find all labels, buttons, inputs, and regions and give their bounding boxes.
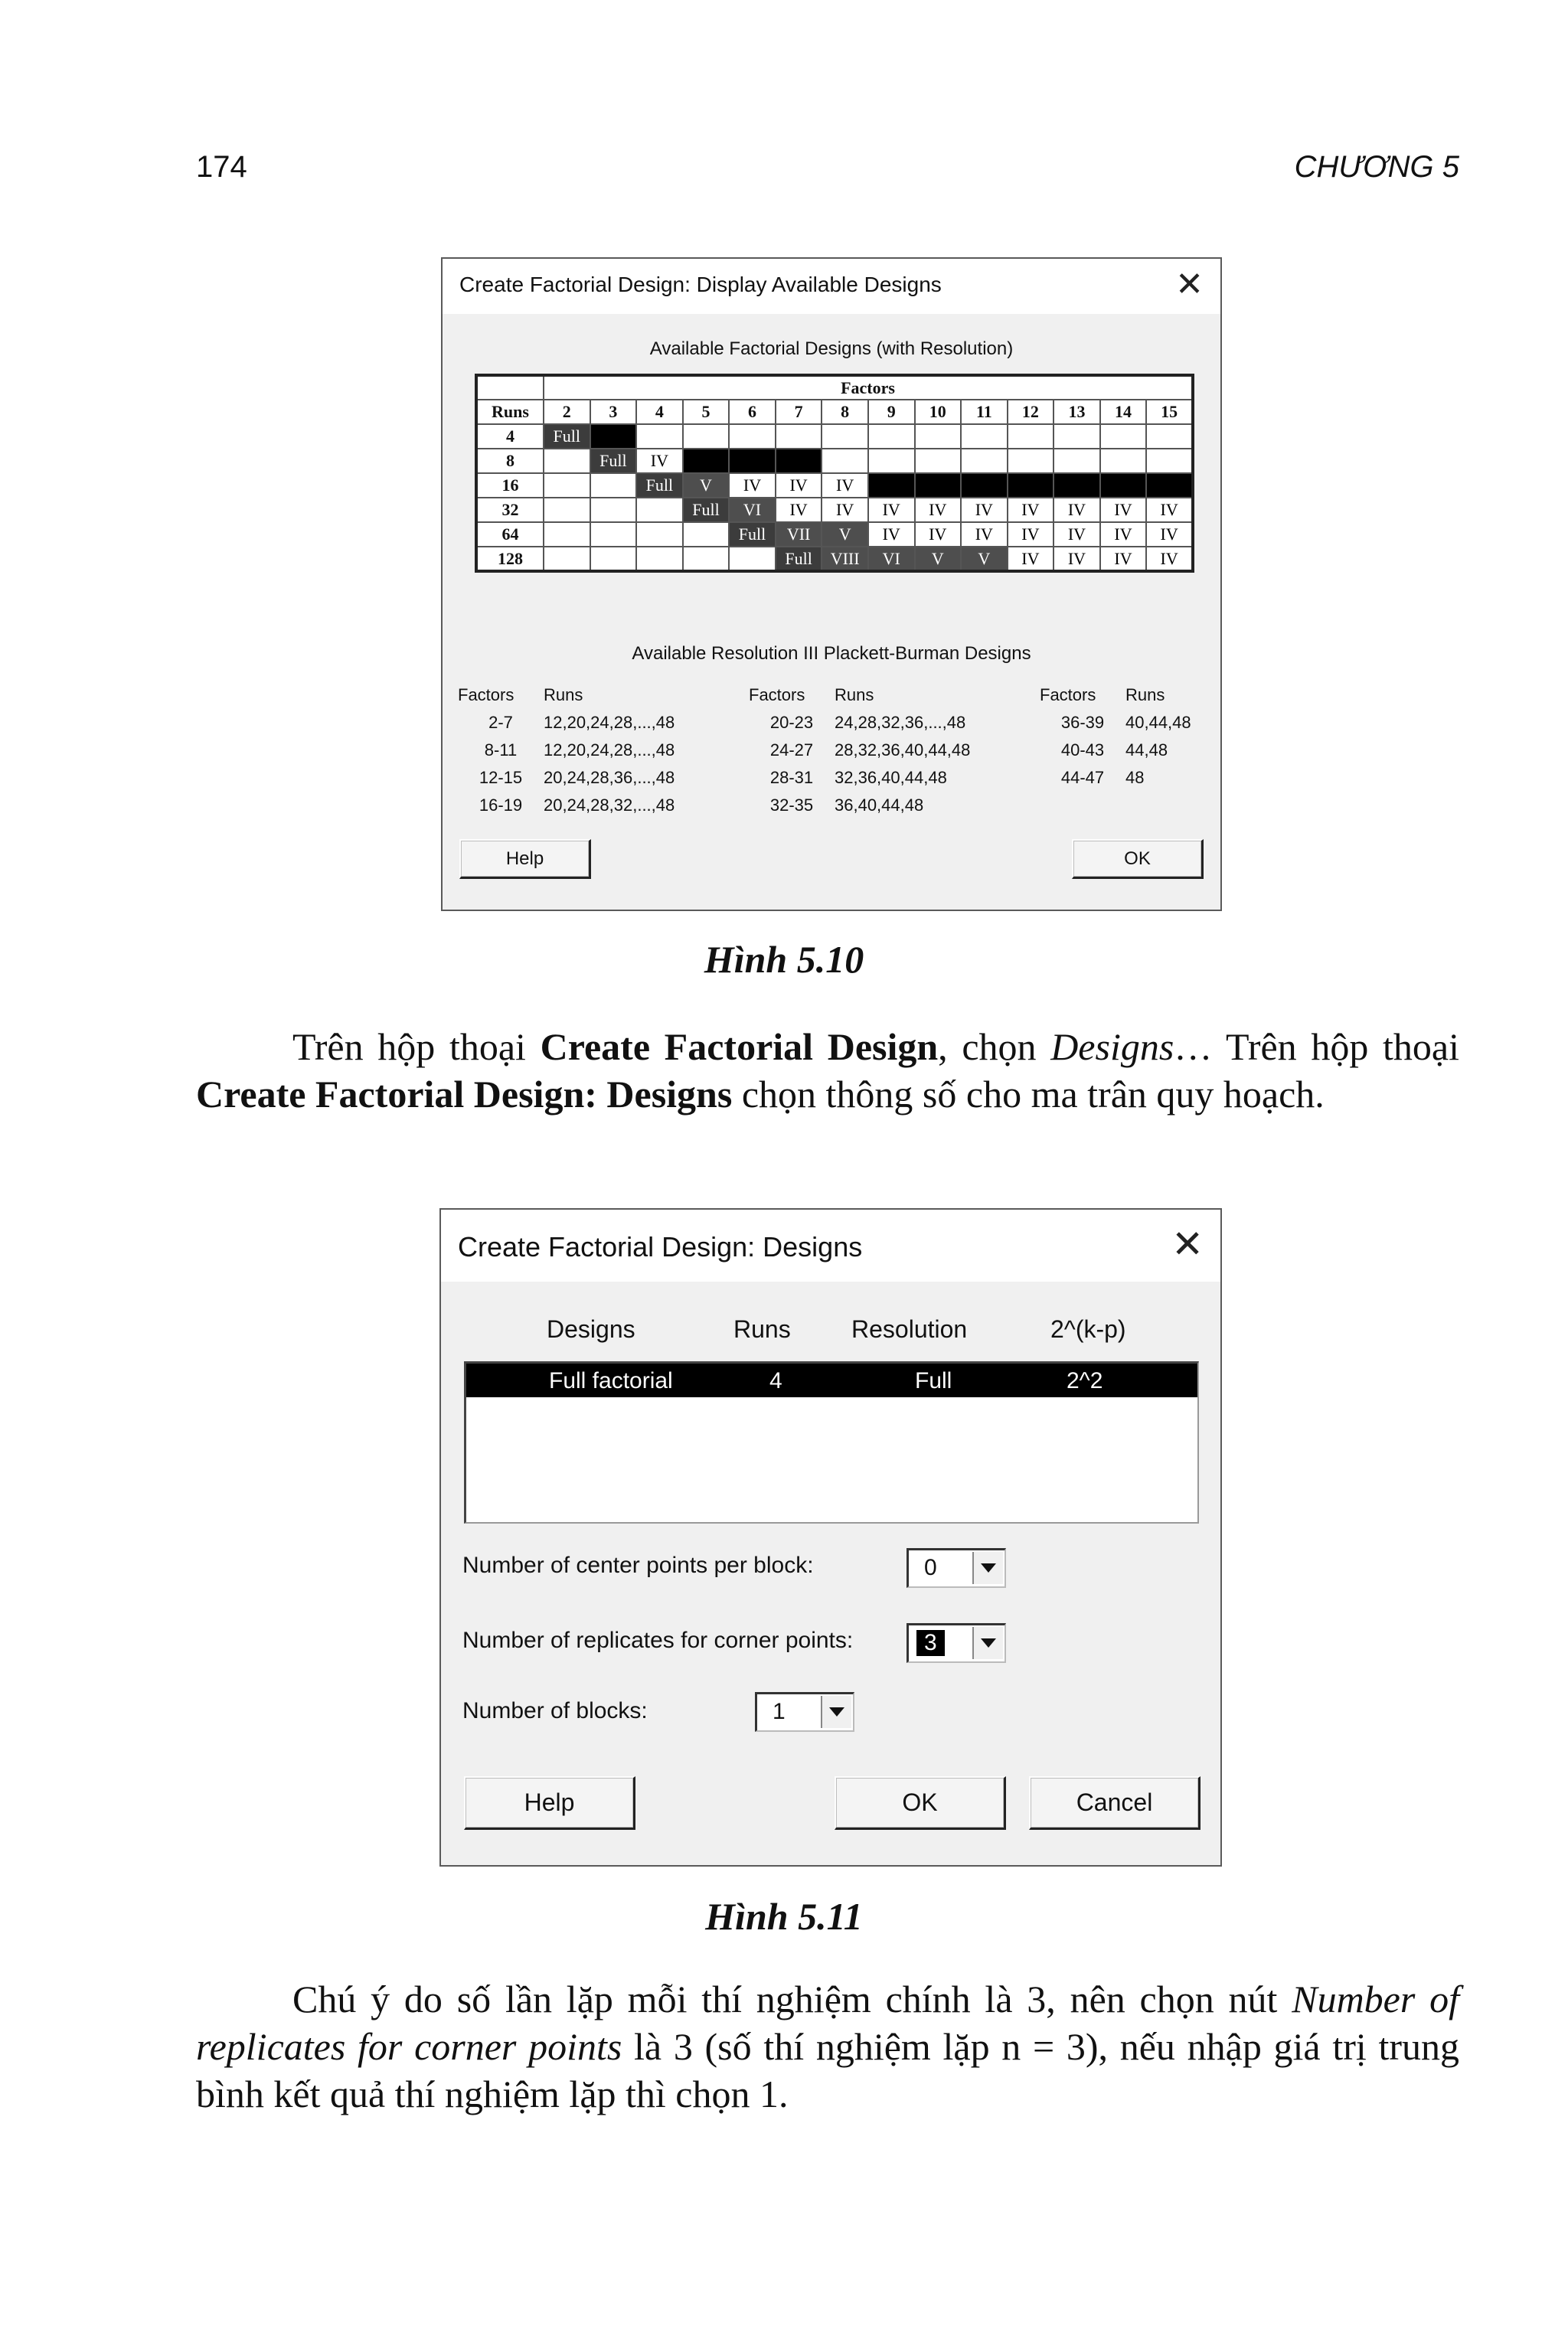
dialog-title-bar bbox=[441, 1210, 1220, 1282]
design-cell: V bbox=[683, 473, 730, 498]
design-cell: IV bbox=[868, 498, 915, 522]
pb-runs: 20,24,28,36,...,48 bbox=[544, 768, 675, 787]
table-row bbox=[476, 424, 1193, 449]
pb-runs: 28,32,36,40,44,48 bbox=[835, 740, 971, 760]
design-cell: IV bbox=[961, 522, 1008, 547]
text-run: Trên hộp thoại bbox=[292, 1025, 541, 1068]
designs-dialog bbox=[439, 1208, 1222, 1867]
text-run: … Trên hộp thoại bbox=[1174, 1025, 1459, 1068]
help-button[interactable]: Help bbox=[459, 839, 591, 879]
design-cell: IV bbox=[776, 473, 822, 498]
pb-factors: 24-27 bbox=[769, 740, 814, 760]
factor-column-header: 12 bbox=[1008, 400, 1054, 424]
pb-factors: 36-39 bbox=[1060, 713, 1105, 732]
factorial-designs-heading: Available Factorial Designs (with Resolution) bbox=[649, 338, 1014, 359]
close-icon[interactable]: ✕ bbox=[1171, 1223, 1204, 1266]
pb-factors-header: Factors bbox=[458, 685, 514, 704]
pb-runs: 48 bbox=[1125, 768, 1145, 787]
text-run: , chọn bbox=[938, 1025, 1051, 1068]
pb-row bbox=[458, 792, 675, 819]
design-cell bbox=[1146, 424, 1193, 449]
design-cell: VI bbox=[868, 547, 915, 571]
runs-cell: 8 bbox=[476, 449, 544, 473]
design-cell: Full bbox=[683, 498, 730, 522]
factor-column-header: 7 bbox=[776, 400, 822, 424]
pb-factors-header: Factors bbox=[749, 685, 805, 704]
design-cell bbox=[961, 424, 1008, 449]
factors-header: Factors bbox=[544, 375, 1193, 400]
design-cell: IV bbox=[636, 449, 683, 473]
select-value: 3 bbox=[916, 1630, 945, 1656]
pb-runs: 20,24,28,32,...,48 bbox=[544, 795, 675, 815]
pb-column bbox=[749, 681, 970, 819]
design-cell: Full bbox=[590, 449, 637, 473]
chevron-down-icon[interactable] bbox=[972, 1627, 1003, 1659]
text-run: chọn thông số cho ma trân quy hoạch. bbox=[732, 1073, 1325, 1116]
design-cell bbox=[915, 473, 962, 498]
italic-text: Number of replicates for corner points bbox=[196, 1978, 1460, 2068]
design-cell bbox=[590, 522, 637, 547]
chevron-down-icon[interactable] bbox=[821, 1696, 851, 1728]
design-cell bbox=[590, 424, 637, 449]
blocks-label: Number of blocks: bbox=[462, 1698, 648, 1723]
pb-factors: 44-47 bbox=[1060, 768, 1105, 787]
ok-button[interactable]: OK bbox=[1072, 839, 1204, 879]
pb-factors: 8-11 bbox=[484, 740, 518, 760]
design-cell bbox=[590, 473, 637, 498]
kp-column-header: 2^(k-p) bbox=[1050, 1315, 1126, 1343]
design-cell bbox=[544, 522, 590, 547]
dialog-title-bar bbox=[443, 259, 1220, 314]
design-cell: Full bbox=[544, 424, 590, 449]
center-points-label: Number of center points per block: bbox=[462, 1553, 814, 1578]
designs-list[interactable] bbox=[464, 1361, 1199, 1524]
design-cell: IV bbox=[1054, 522, 1100, 547]
page-number: 174 bbox=[196, 150, 247, 184]
design-cell bbox=[544, 547, 590, 571]
design-cell bbox=[683, 449, 730, 473]
design-cell: VII bbox=[776, 522, 822, 547]
pb-factors: 12-15 bbox=[479, 768, 523, 787]
select-value: 0 bbox=[924, 1555, 937, 1580]
table-row bbox=[476, 473, 1193, 498]
replicates-select[interactable] bbox=[906, 1623, 1006, 1663]
pb-row bbox=[458, 709, 675, 737]
design-kp: 2^2 bbox=[1067, 1368, 1103, 1393]
dialog-title: Create Factorial Design: Display Available Designs bbox=[459, 273, 942, 296]
design-cell bbox=[590, 547, 637, 571]
design-cell: IV bbox=[729, 473, 776, 498]
figure-caption: Hình 5.11 bbox=[705, 1895, 863, 1938]
design-cell bbox=[636, 498, 683, 522]
design-cell: Full bbox=[729, 522, 776, 547]
pb-row bbox=[749, 737, 970, 764]
design-cell bbox=[590, 498, 637, 522]
pb-column bbox=[458, 681, 675, 819]
design-cell bbox=[868, 473, 915, 498]
pb-row bbox=[458, 764, 675, 792]
design-cell: IV bbox=[1100, 498, 1147, 522]
designs-column-header: Designs bbox=[547, 1315, 635, 1343]
design-cell bbox=[544, 449, 590, 473]
design-cell: IV bbox=[1100, 547, 1147, 571]
design-cell: IV bbox=[1008, 498, 1054, 522]
design-cell: IV bbox=[1008, 522, 1054, 547]
factorial-designs-table bbox=[475, 374, 1194, 573]
runs-cell: 64 bbox=[476, 522, 544, 547]
pb-runs-header: Runs bbox=[835, 685, 874, 704]
runs-column-header: Runs bbox=[733, 1315, 791, 1343]
replicates-label: Number of replicates for corner points: bbox=[462, 1628, 854, 1653]
pb-factors: 40-43 bbox=[1060, 740, 1105, 760]
text-run: là 3 (số thí nghiệm lặp n = 3), nếu nhập giá trị trung bình kết quả thí nghiệm lặp thì chọn 1. bbox=[196, 2025, 1459, 2115]
design-cell bbox=[729, 449, 776, 473]
design-cell bbox=[776, 449, 822, 473]
design-cell bbox=[1008, 424, 1054, 449]
design-cell bbox=[1146, 473, 1193, 498]
design-cell bbox=[868, 424, 915, 449]
runs-cell: 4 bbox=[476, 424, 544, 449]
bold-text: Create Factorial Design bbox=[540, 1025, 939, 1068]
design-cell: IV bbox=[776, 498, 822, 522]
body-paragraph bbox=[196, 1975, 1459, 2118]
body-paragraph bbox=[196, 1023, 1459, 1118]
blocks-select[interactable] bbox=[755, 1692, 854, 1732]
design-cell: IV bbox=[822, 473, 868, 498]
design-cell: IV bbox=[1146, 498, 1193, 522]
pb-runs-header: Runs bbox=[1125, 685, 1165, 704]
design-cell bbox=[683, 522, 730, 547]
design-cell bbox=[1054, 424, 1100, 449]
factor-column-header: 10 bbox=[915, 400, 962, 424]
plackett-burman-heading: Available Resolution III Plackett-Burman Designs bbox=[632, 643, 1031, 664]
chapter-title: CHƯƠNG 5 bbox=[1294, 150, 1459, 184]
close-icon[interactable]: ✕ bbox=[1175, 266, 1204, 303]
design-resolution: Full bbox=[915, 1368, 952, 1393]
design-cell bbox=[1100, 424, 1147, 449]
help-button[interactable]: Help bbox=[464, 1776, 635, 1830]
resolution-column-header: Resolution bbox=[851, 1315, 968, 1343]
factor-column-header: 6 bbox=[729, 400, 776, 424]
italic-text: Designs bbox=[1050, 1025, 1174, 1068]
design-cell bbox=[729, 424, 776, 449]
design-cell bbox=[544, 473, 590, 498]
pb-runs: 12,20,24,28,...,48 bbox=[544, 740, 675, 760]
pb-runs: 44,48 bbox=[1125, 740, 1168, 760]
pb-row bbox=[458, 737, 675, 764]
design-cell bbox=[683, 547, 730, 571]
cancel-button[interactable]: Cancel bbox=[1029, 1776, 1200, 1830]
design-cell: IV bbox=[822, 498, 868, 522]
pb-row bbox=[749, 709, 970, 737]
available-designs-dialog bbox=[441, 257, 1222, 911]
design-cell bbox=[915, 424, 962, 449]
table-row bbox=[476, 449, 1193, 473]
design-cell: IV bbox=[1146, 547, 1193, 571]
design-cell: IV bbox=[868, 522, 915, 547]
design-cell bbox=[1100, 473, 1147, 498]
design-cell: Full bbox=[636, 473, 683, 498]
design-cell: IV bbox=[1008, 547, 1054, 571]
design-cell: IV bbox=[961, 498, 1008, 522]
design-cell bbox=[961, 473, 1008, 498]
pb-row bbox=[749, 764, 970, 792]
pb-factors: 32-35 bbox=[769, 795, 814, 815]
design-cell bbox=[868, 449, 915, 473]
design-cell bbox=[1100, 449, 1147, 473]
pb-factors: 20-23 bbox=[769, 713, 814, 732]
factor-column-header: 2 bbox=[544, 400, 590, 424]
pb-factors-header: Factors bbox=[1040, 685, 1096, 704]
table-corner bbox=[476, 375, 544, 400]
design-cell bbox=[822, 424, 868, 449]
text-run: Chú ý do số lần lặp mỗi thí nghiệm chính là 3, nên chọn nút bbox=[292, 1978, 1292, 2020]
runs-cell: 32 bbox=[476, 498, 544, 522]
design-cell bbox=[776, 424, 822, 449]
design-cell: V bbox=[961, 547, 1008, 571]
pb-factors: 28-31 bbox=[769, 768, 814, 787]
pb-row bbox=[749, 792, 970, 819]
design-cell bbox=[1008, 449, 1054, 473]
pb-row bbox=[1040, 737, 1191, 764]
design-cell: Full bbox=[776, 547, 822, 571]
design-cell bbox=[636, 424, 683, 449]
runs-header: Runs bbox=[476, 400, 544, 424]
bold-text: Create Factorial Design: Designs bbox=[196, 1073, 733, 1116]
dialog-title: Create Factorial Design: Designs bbox=[458, 1231, 863, 1263]
pb-runs: 36,40,44,48 bbox=[835, 795, 924, 815]
table-row bbox=[476, 522, 1193, 547]
factor-column-header: 13 bbox=[1054, 400, 1100, 424]
pb-runs: 12,20,24,28,...,48 bbox=[544, 713, 675, 732]
pb-runs: 40,44,48 bbox=[1125, 713, 1191, 732]
pb-column bbox=[1040, 681, 1191, 792]
pb-row bbox=[1040, 709, 1191, 737]
pb-factors: 16-19 bbox=[479, 795, 523, 815]
factor-column-header: 3 bbox=[590, 400, 637, 424]
design-name: Full factorial bbox=[549, 1368, 673, 1393]
design-cell bbox=[1054, 473, 1100, 498]
factor-column-header: 8 bbox=[822, 400, 868, 424]
design-cell bbox=[636, 547, 683, 571]
select-value: 1 bbox=[773, 1699, 786, 1724]
design-cell bbox=[729, 547, 776, 571]
factor-column-header: 11 bbox=[961, 400, 1008, 424]
chevron-down-icon[interactable] bbox=[972, 1552, 1003, 1584]
design-cell: IV bbox=[915, 522, 962, 547]
design-cell bbox=[1008, 473, 1054, 498]
factor-column-header: 9 bbox=[868, 400, 915, 424]
design-cell bbox=[683, 424, 730, 449]
design-cell bbox=[961, 449, 1008, 473]
factor-column-header: 5 bbox=[683, 400, 730, 424]
design-cell: IV bbox=[1054, 547, 1100, 571]
ok-button[interactable]: OK bbox=[835, 1776, 1006, 1830]
runs-cell: 128 bbox=[476, 547, 544, 571]
design-cell bbox=[822, 449, 868, 473]
figure-caption: Hình 5.10 bbox=[704, 938, 864, 981]
pb-runs: 32,36,40,44,48 bbox=[835, 768, 947, 787]
factor-column-header: 15 bbox=[1146, 400, 1193, 424]
table-row bbox=[476, 498, 1193, 522]
factor-column-header: 4 bbox=[636, 400, 683, 424]
design-cell: IV bbox=[1054, 498, 1100, 522]
design-cell bbox=[1146, 449, 1193, 473]
design-runs: 4 bbox=[769, 1368, 782, 1393]
pb-factors: 2-7 bbox=[488, 713, 513, 732]
factor-column-header: 14 bbox=[1100, 400, 1147, 424]
design-cell: VIII bbox=[822, 547, 868, 571]
runs-cell: 16 bbox=[476, 473, 544, 498]
table-row bbox=[476, 547, 1193, 571]
design-cell bbox=[915, 449, 962, 473]
design-cell bbox=[544, 498, 590, 522]
center-points-select[interactable] bbox=[906, 1548, 1006, 1588]
design-cell: VI bbox=[729, 498, 776, 522]
design-cell: V bbox=[822, 522, 868, 547]
design-cell bbox=[1054, 449, 1100, 473]
design-cell: V bbox=[915, 547, 962, 571]
design-cell bbox=[636, 522, 683, 547]
pb-runs-header: Runs bbox=[544, 685, 583, 704]
pb-row bbox=[1040, 764, 1191, 792]
design-cell: IV bbox=[915, 498, 962, 522]
pb-runs: 24,28,32,36,...,48 bbox=[835, 713, 966, 732]
design-cell: IV bbox=[1100, 522, 1147, 547]
list-item[interactable] bbox=[466, 1364, 1197, 1397]
design-cell: IV bbox=[1146, 522, 1193, 547]
